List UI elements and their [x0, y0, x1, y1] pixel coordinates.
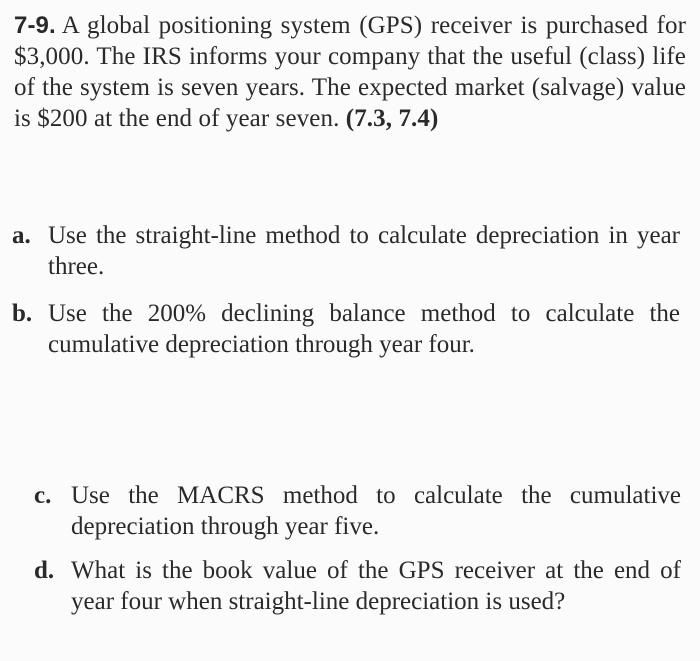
part-b-letter: b. [12, 300, 33, 327]
part-a-text: Use the straight-line method to calculate depreciation in year three. [48, 222, 680, 280]
part-c-text: Use the MACRS method to calculate the cumulative depreciation through year five. [71, 482, 681, 540]
part-a-letter: a. [12, 222, 31, 249]
problem-number: 7-9. [14, 12, 56, 39]
part-b-text: Use the 200% declining balance method to calculate the cumulative depreciation through year four. [48, 300, 680, 358]
part-c-letter: c. [34, 482, 52, 509]
section-references: (7.3, 7.4) [345, 105, 439, 132]
problem-statement [14, 10, 686, 134]
part-d-letter: d. [34, 557, 55, 584]
problem-text: A global positioning system (GPS) receiver is purchased for $3,000. The IRS informs your company that the useful (class) life of the system is seven years. The expected market (salvage) value is $200 at the end of year seven. [14, 12, 686, 132]
part-d-text: What is the book value of the GPS receiver at the end of year four when straight-line depreciation is used? [71, 557, 681, 615]
